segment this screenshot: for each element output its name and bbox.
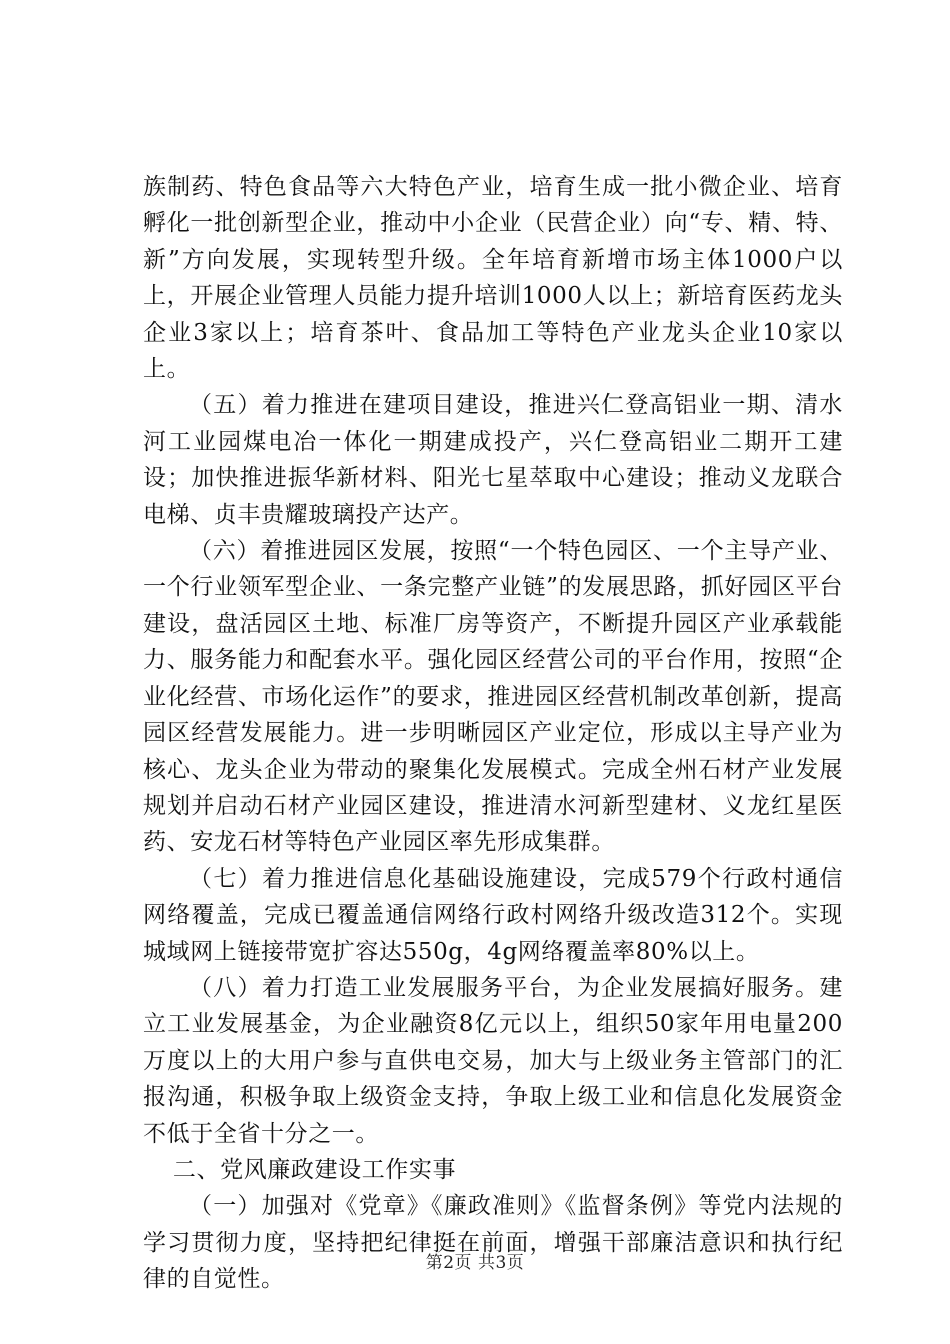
paragraph-industry-cultivation: 族制药、特色食品等六大特色产业，培育生成一批小微企业、培育孵化一批创新型企业，推动中小企业（民营企业）向“专、精、特、新”方向发展，实现转型升级。全年培育新增市场主体1000户以上，开展企业管理人员能力提升培训1000人以上；新培育医药龙头企业3家以上；培育茶叶、食品加工等特色产业龙头企业10家以上。 bbox=[143, 174, 843, 383]
section-heading: 二、党风廉政建设工作实事 bbox=[172, 1156, 457, 1183]
document-body bbox=[143, 169, 843, 1298]
paragraph-item-7-informatization: （七）着力推进信息化基础设施建设，完成579个行政村通信网络覆盖，完成已覆盖通信网络行政村网络升级改造312个。实现城域网上链接带宽扩容达550g，4g网络覆盖率80%以上。 bbox=[143, 865, 843, 965]
paragraph-item-5-projects: （五）着力推进在建项目建设，推进兴仁登高铝业一期、清水河工业园煤电冶一体化一期建成投产，兴仁登高铝业二期开工建设；加快推进振华新材料、阳光七星萃取中心建设；推动义龙联合电梯、贞丰贵耀玻璃投产达产。 bbox=[143, 392, 843, 528]
page-footer: 第2页 共3页 bbox=[425, 1253, 525, 1273]
paragraph-section-2-item-1: （一）加强对《党章》《廉政准则》《监督条例》等党内法规的学习贯彻力度，坚持把纪律挺在前面，增强干部廉洁意识和执行纪律的自觉性。 bbox=[143, 1193, 843, 1293]
paragraph-item-8-service-platform: （八）着力打造工业发展服务平台，为企业发展搞好服务。建立工业发展基金，为企业融资8亿元以上，组织50家年用电量200万度以上的大用户参与直供电交易，加大与上级业务主管部门的汇报沟通，积极争取上级资金支持，争取上级工业和信息化发展资金不低于全省十分之一。 bbox=[143, 974, 843, 1147]
paragraph-item-6-parks: （六）着推进园区发展，按照“一个特色园区、一个主导产业、一个行业领军型企业、一条完整产业链”的发展思路，抓好园区平台建设，盘活园区土地、标准厂房等资产，不断提升园区产业承载能力、服务能力和配套水平。强化园区经营公司的平台作用，按照“企业化经营、市场化运作”的要求，推进园区经营机制改革创新，提高园区经营发展能力。进一步明晰园区产业定位，形成以主导产业为核心、龙头企业为带动的聚集化发展模式。完成全州石材产业发展规划并启动石材产业园区建设，推进清水河新型建材、义龙红星医药、安龙石材等特色产业园区率先形成集群。 bbox=[143, 538, 843, 856]
